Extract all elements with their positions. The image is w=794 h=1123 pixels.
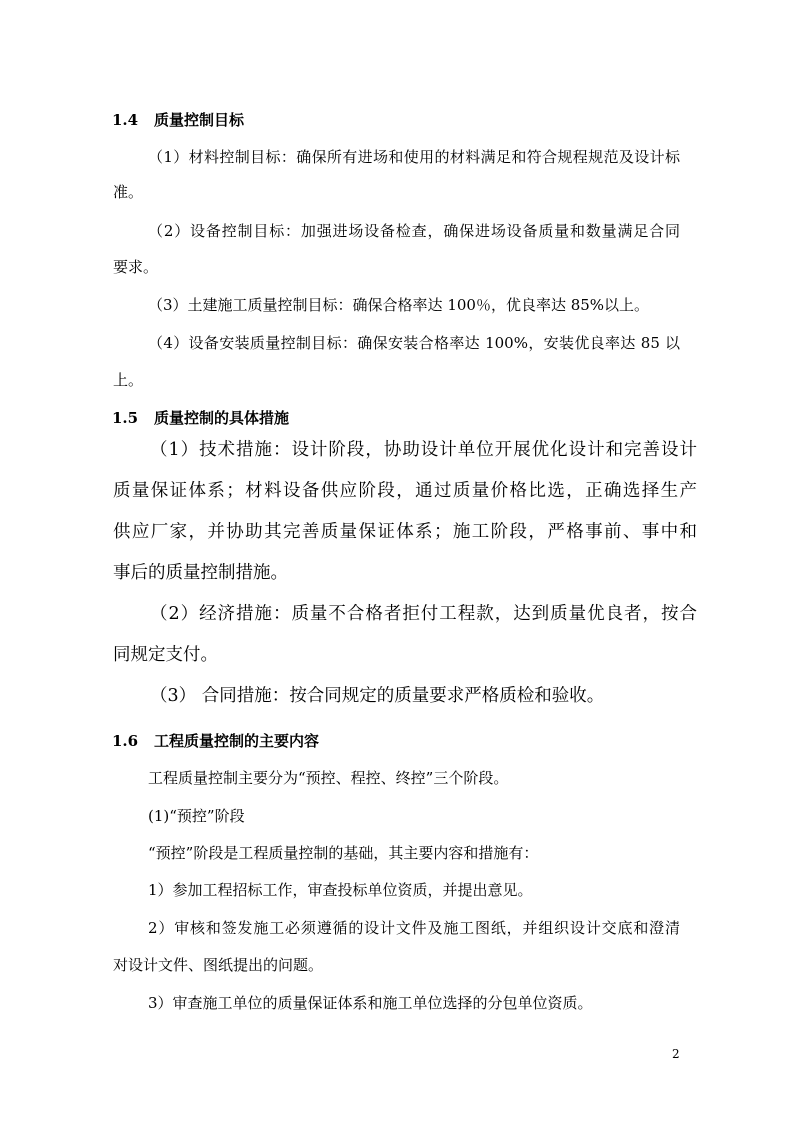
paragraph-line: 2）审核和签发施工必须遵循的设计文件及施工图纸，并组织设计交底和澄清 <box>148 919 680 937</box>
paragraph-line: （1）技术措施：设计阶段，协助设计单位开展优化设计和完善设计 <box>150 440 697 460</box>
paragraph-line: （3）土建施工质量控制目标：确保合格率达 100％，优良率达 85%以上。 <box>148 296 650 314</box>
paragraph-line: 3）审查施工单位的质量保证体系和施工单位选择的分包单位资质。 <box>148 994 593 1012</box>
paragraph-line: 1）参加工程招标工作，审查投标单位资质，并提出意见。 <box>148 881 533 899</box>
section-heading-1-4 <box>112 113 244 128</box>
section-title: 质量控制的具体措施 <box>154 409 290 427</box>
paragraph-line: （4）设备安装质量控制目标：确保安装合格率达 100%，安装优良率达 85 以 <box>148 334 680 352</box>
section-title: 质量控制目标 <box>154 111 245 129</box>
section-number: 1.5 <box>112 409 139 427</box>
paragraph-line: （2）设备控制目标：加强进场设备检查，确保进场设备质量和数量满足合同 <box>148 222 680 240</box>
paragraph-line: 事后的质量控制措施。 <box>113 563 288 583</box>
paragraph-line: 上。 <box>113 371 144 389</box>
section-number: 1.6 <box>112 732 139 750</box>
paragraph-line: 供应厂家，并协助其完善质量保证体系；施工阶段，严格事前、事中和 <box>113 522 697 542</box>
section-heading-1-5 <box>112 411 289 426</box>
paragraph-line: 质量保证体系；材料设备供应阶段，通过质量价格比选，正确选择生产 <box>113 481 697 501</box>
paragraph-line: 同规定支付。 <box>113 645 218 665</box>
page-number: 2 <box>672 1047 680 1061</box>
paragraph-line: （3） 合同措施：按合同规定的质量要求严格质检和验收。 <box>150 686 605 706</box>
section-number: 1.4 <box>112 111 139 129</box>
paragraph-line: （2）经济措施：质量不合格者拒付工程款，达到质量优良者，按合 <box>150 604 697 624</box>
paragraph-line: (1)“预控”阶段 <box>148 807 245 825</box>
paragraph-line: 对设计文件、图纸提出的问题。 <box>113 956 324 974</box>
paragraph-line: 工程质量控制主要分为“预控、程控、终控”三个阶段。 <box>148 769 509 787</box>
paragraph-line: “预控”阶段是工程质量控制的基础，其主要内容和措施有： <box>148 844 539 862</box>
paragraph-line: 要求。 <box>113 258 159 276</box>
paragraph-line: （1）材料控制目标：确保所有进场和使用的材料满足和符合规程规范及设计标 <box>148 148 680 166</box>
paragraph-line: 准。 <box>113 183 144 201</box>
section-title: 工程质量控制的主要内容 <box>154 732 320 750</box>
section-heading-1-6 <box>112 734 319 749</box>
